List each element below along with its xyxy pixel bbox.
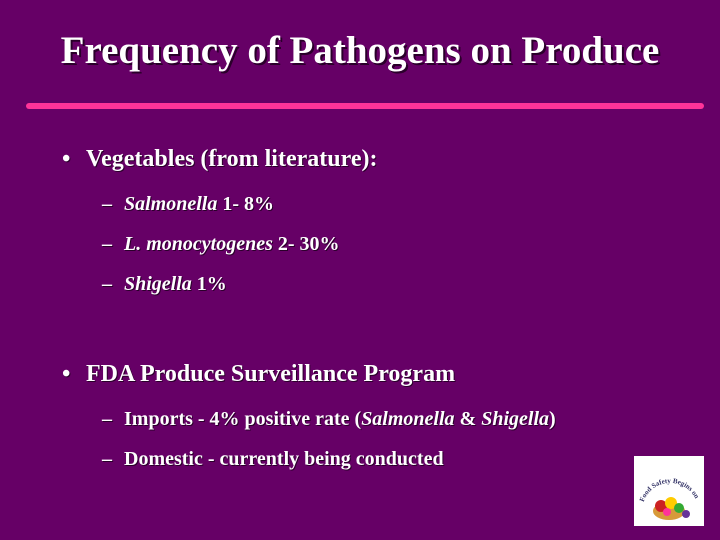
sub-bullet-salmonella xyxy=(102,193,274,216)
bullet-text: Vegetables (from literature): xyxy=(86,146,378,172)
food-safety-logo-graphic xyxy=(634,456,704,526)
bullet-vegetables xyxy=(62,146,377,173)
pepper-icon xyxy=(674,503,684,513)
sub-bullet-listeria xyxy=(102,233,340,256)
sub-bullet-marker: – xyxy=(102,193,112,215)
logo-arc-text: Food Safety Begins on xyxy=(637,476,701,503)
imports-text-mid: & xyxy=(454,408,482,430)
sub-bullet-marker: – xyxy=(102,273,112,295)
bullet-marker: • xyxy=(62,146,71,172)
bullet-text: FDA Produce Surveillance Program xyxy=(86,361,456,387)
pathogen-name: L. monocytogenes xyxy=(124,233,273,255)
slide-title: Frequency of Pathogens on Produce xyxy=(60,29,660,72)
grape-icon xyxy=(682,510,690,518)
sub-bullet-shigella xyxy=(102,273,227,296)
pathogen-name: Shigella xyxy=(124,273,192,295)
pathogen-rate: 1- 8% xyxy=(217,193,275,215)
bullet-marker: • xyxy=(62,361,71,387)
sub-bullet-marker: – xyxy=(102,448,112,470)
bullet-fda-program xyxy=(62,361,455,388)
imports-text-pre: Imports - 4% positive rate ( xyxy=(124,408,362,430)
pathogen-name: Salmonella xyxy=(124,193,218,215)
sub-bullet-marker: – xyxy=(102,408,112,430)
title-divider xyxy=(26,103,704,109)
pathogen-rate: 1% xyxy=(191,273,227,295)
pathogen-name: Shigella xyxy=(481,408,550,430)
sub-bullet-domestic xyxy=(102,448,444,471)
imports-text-post: ) xyxy=(549,408,556,430)
logo-text xyxy=(634,456,701,503)
berry-icon xyxy=(663,508,671,516)
sub-bullet-imports xyxy=(102,408,556,431)
pathogen-rate: 2- 30% xyxy=(272,233,340,255)
pathogen-name: Salmonella xyxy=(361,408,455,430)
domestic-text: Domestic - currently being conducted xyxy=(124,448,444,470)
sub-bullet-marker: – xyxy=(102,233,112,255)
food-safety-logo xyxy=(634,456,704,526)
